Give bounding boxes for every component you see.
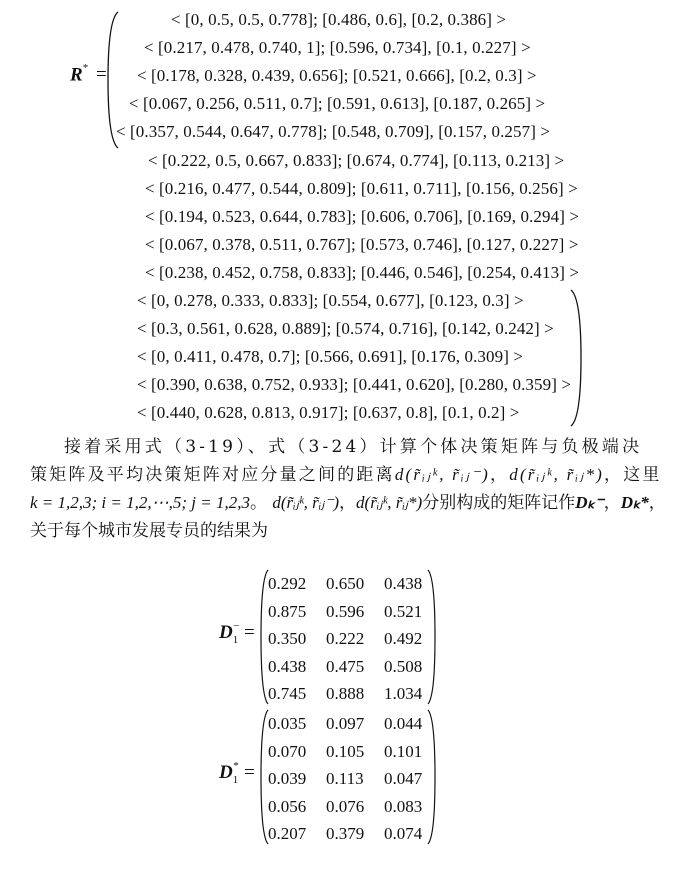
rstar-right-paren	[569, 288, 585, 428]
rstar-row-10: < [0.238, 0.452, 0.758, 0.833]; [0.446, 0.546], [0.254, 0.413] >	[145, 263, 580, 282]
matrix-cell: 0.056	[268, 796, 307, 816]
matrix-cell: 0.083	[384, 796, 423, 816]
d1-minus-equals: =	[244, 622, 255, 643]
matrix-cell: 0.222	[326, 629, 365, 648]
rstar-row-11: < [0, 0.278, 0.333, 0.833]; [0.554, 0.677], [0.123, 0.3] >	[137, 291, 524, 310]
matrix-cell: 0.047	[384, 769, 423, 788]
d1-star-equals: =	[244, 762, 255, 783]
para-line-4: 关于每个城市发展专员的结果为	[30, 521, 268, 541]
matrix-cell: 0.035	[268, 714, 307, 733]
d1-star-matrix	[268, 710, 442, 848]
matrix-cell: 0.113	[326, 769, 364, 788]
para-line-3: k = 1,2,3; i = 1,2,⋯,5; j = 1,2,3。 d(r̃ᵢⱼᵏ, r̃ᵢⱼ⁻)，d(r̃ᵢⱼᵏ, r̃ᵢⱼ*)分别构成的矩阵记作Dₖ⁻，Dₖ*，	[30, 493, 666, 513]
dk-minus-symbol: Dₖ⁻	[575, 493, 604, 512]
distance-neg-formula: d(r̃ᵢⱼᵏ, r̃ᵢⱼ⁻)	[394, 465, 491, 484]
matrix-cell: 0.475	[326, 656, 365, 676]
matrix-cell: 0.101	[384, 741, 423, 761]
index-ranges: k = 1,2,3; i = 1,2,⋯,5; j = 1,2,3	[30, 493, 250, 512]
matrix-cell: 0.888	[326, 684, 365, 703]
rstar-row-12: < [0.3, 0.561, 0.628, 0.889]; [0.574, 0.716], [0.142, 0.242] >	[137, 319, 554, 338]
para-line-1: 接着采用式（3-19）、式（3-24）计算个体决策矩阵与负极端决	[64, 437, 643, 457]
body-paragraph	[30, 433, 670, 545]
rstar-row-6: < [0.222, 0.5, 0.667, 0.833]; [0.674, 0.774], [0.113, 0.213] >	[148, 151, 565, 170]
matrix-cell: 0.650	[326, 574, 365, 593]
matrix-cell: 0.076	[326, 796, 365, 816]
matrix-cell: 1.034	[384, 684, 423, 703]
rstar-row-2: < [0.217, 0.478, 0.740, 1]; [0.596, 0.734], [0.1, 0.227] >	[144, 38, 531, 57]
rstar-equals: =	[96, 64, 107, 85]
rstar-row-14: < [0.390, 0.638, 0.752, 0.933]; [0.441, 0.620], [0.280, 0.359] >	[137, 375, 572, 394]
rstar-row-7: < [0.216, 0.477, 0.544, 0.809]; [0.611, 0.711], [0.156, 0.256] >	[145, 179, 578, 198]
rstar-row-13: < [0, 0.411, 0.478, 0.7]; [0.566, 0.691], [0.176, 0.309] >	[137, 347, 524, 366]
matrix-cell: 0.044	[384, 714, 423, 733]
dk-star-symbol: Dₖ*	[620, 493, 649, 512]
matrix-cell: 0.039	[268, 769, 307, 788]
matrix-cell: 0.070	[268, 741, 307, 761]
matrix-cell: 0.438	[268, 656, 307, 676]
para-line-2: 策矩阵及平均决策矩阵对应分量之间的距离d(r̃ᵢⱼᵏ, r̃ᵢⱼ⁻)，d(r̃ᵢⱼᵏ, r̃ᵢⱼ*)，这里	[30, 465, 662, 485]
d1-star-symbol: $D_1^*$	[219, 760, 239, 786]
rstar-row-1: < [0, 0.5, 0.5, 0.778]; [0.486, 0.6], [0.2, 0.386] >	[171, 10, 507, 29]
matrix-cell: 0.292	[268, 574, 307, 593]
rstar-row-3: < [0.178, 0.328, 0.439, 0.656]; [0.521, 0.666], [0.2, 0.3] >	[137, 66, 537, 85]
matrix-cell: 0.207	[268, 824, 307, 843]
distance-avg-formula: d(r̃ᵢⱼᵏ, r̃ᵢⱼ*)	[509, 465, 605, 484]
d1-minus-symbol: $D_1^-$	[219, 620, 240, 646]
matrix-cell: 0.508	[384, 656, 423, 676]
rstar-row-4: < [0.067, 0.256, 0.511, 0.7]; [0.591, 0.613], [0.187, 0.265] >	[129, 94, 546, 113]
matrix-cell: 0.350	[268, 629, 307, 648]
rstar-row-5: < [0.357, 0.544, 0.647, 0.778]; [0.548, 0.709], [0.157, 0.257] >	[116, 122, 551, 141]
matrix-cell: 0.438	[384, 574, 423, 593]
matrix-cell: 0.492	[384, 629, 423, 648]
matrix-cell: 0.745	[268, 684, 307, 703]
rstar-symbol: R*	[70, 62, 89, 86]
rstar-row-8: < [0.194, 0.523, 0.644, 0.783]; [0.606, 0.706], [0.169, 0.294] >	[145, 207, 580, 226]
matrix-cell: 0.875	[268, 601, 307, 621]
matrix-cell: 0.105	[326, 741, 365, 761]
matrix-cell: 0.521	[384, 601, 423, 621]
matrix-cell: 0.097	[326, 714, 365, 733]
matrix-cell: 0.379	[326, 824, 365, 843]
d1-minus-matrix	[268, 570, 442, 708]
rstar-row-9: < [0.067, 0.378, 0.511, 0.767]; [0.573, 0.746], [0.127, 0.227] >	[145, 235, 579, 254]
matrix-cell: 0.596	[326, 601, 365, 621]
rstar-row-15: < [0.440, 0.628, 0.813, 0.917]; [0.637, 0.8], [0.1, 0.2] >	[137, 403, 520, 422]
matrix-cell: 0.074	[384, 824, 423, 843]
